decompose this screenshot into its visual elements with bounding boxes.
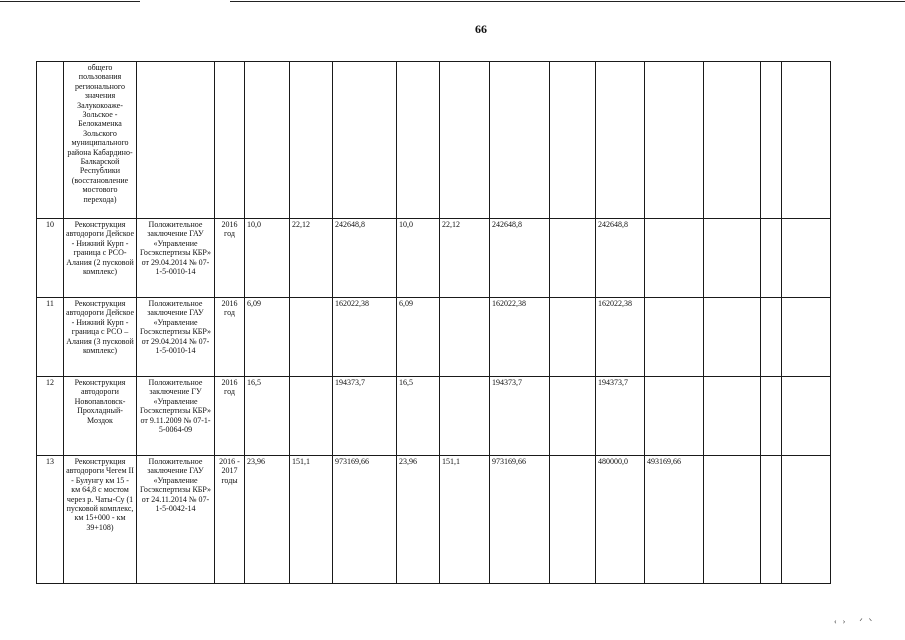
empty-col-15-cell	[761, 62, 782, 219]
amount-2016-cell: 480000,0	[596, 456, 645, 584]
length-cell	[245, 62, 290, 219]
expertise-cell: Положительное заключение ГАУ «Управление Госэкспертизы КБР» от 29.04.2014 № 07-1-5-0010-14	[137, 298, 215, 377]
table-row	[37, 219, 831, 298]
bridge-length-cell	[290, 298, 333, 377]
length-2-cell: 23,96	[397, 456, 440, 584]
year-cell: 2016 год	[215, 219, 245, 298]
cost-2-cell	[490, 62, 550, 219]
object-name-cell: Реконструкция автодороги Дейское - Нижний Курп - граница с РСО-Алания (2 пусковой комплекс)	[64, 219, 137, 298]
amount-2017-cell	[645, 219, 704, 298]
empty-col-16-cell	[782, 456, 831, 584]
row-number-cell: 10	[37, 219, 64, 298]
bridge-length-2-cell: 22,12	[440, 219, 490, 298]
amount-2016-cell: 194373,7	[596, 377, 645, 456]
table-row	[37, 456, 831, 584]
empty-col-15-cell	[761, 219, 782, 298]
expertise-cell: Положительное заключение ГАУ «Управление Госэкспертизы КБР» от 29.04.2014 № 07-1-5-0010-14	[137, 219, 215, 298]
year-cell: 2016 - 2017 годы	[215, 456, 245, 584]
empty-col-14-cell	[704, 377, 761, 456]
amount-2016-cell: 162022,38	[596, 298, 645, 377]
object-name-cell: Реконструкция автодороги Дейское - Нижний Курп - граница с РСО – Алания (3 пусковой комплекс)	[64, 298, 137, 377]
cost-total-cell: 162022,38	[333, 298, 397, 377]
bridge-length-2-cell	[440, 298, 490, 377]
cost-total-cell	[333, 62, 397, 219]
length-cell: 6,09	[245, 298, 290, 377]
amount-2017-cell: 493169,66	[645, 456, 704, 584]
bridge-length-cell: 151,1	[290, 456, 333, 584]
page-number: 66	[475, 22, 487, 36]
cost-2-cell: 973169,66	[490, 456, 550, 584]
cost-2-cell: 242648,8	[490, 219, 550, 298]
row-number-cell: 13	[37, 456, 64, 584]
empty-col-15-cell	[761, 456, 782, 584]
row-number-cell: 12	[37, 377, 64, 456]
bridge-length-cell: 22,12	[290, 219, 333, 298]
top-rule-left	[0, 1, 140, 2]
empty-col-14-cell	[704, 219, 761, 298]
empty-col-16-cell	[782, 377, 831, 456]
amount-2016-cell: 242648,8	[596, 219, 645, 298]
bridge-length-2-cell	[440, 62, 490, 219]
empty-col-15-cell	[761, 298, 782, 377]
bridge-length-cell	[290, 62, 333, 219]
expertise-cell: Положительное заключение ГУ «Управление Госэкспертизы КБР» от 9.11.2009 № 07-1-5-0064-09	[137, 377, 215, 456]
corner-marks: ‹› ᐟᐠ	[834, 617, 879, 626]
empty-col-15-cell	[761, 377, 782, 456]
length-2-cell	[397, 62, 440, 219]
empty-col-11-cell	[550, 62, 596, 219]
empty-col-14-cell	[704, 62, 761, 219]
empty-col-16-cell	[782, 219, 831, 298]
table-row	[37, 377, 831, 456]
cost-total-cell: 973169,66	[333, 456, 397, 584]
road-register-table	[36, 61, 831, 584]
row-number-cell: 11	[37, 298, 64, 377]
length-cell: 10,0	[245, 219, 290, 298]
bridge-length-cell	[290, 377, 333, 456]
year-cell: 2016 год	[215, 377, 245, 456]
amount-2016-cell	[596, 62, 645, 219]
cost-total-cell: 242648,8	[333, 219, 397, 298]
table-row	[37, 62, 831, 219]
cost-total-cell: 194373,7	[333, 377, 397, 456]
object-name-cell: общего пользования регионального значения Залукокоаже-Зольское - Белокаменка Зольского муниципального района Кабардино-Балкарской Республики (восстановление мостового перехода)	[64, 62, 137, 219]
table-body	[37, 62, 831, 584]
bridge-length-2-cell	[440, 377, 490, 456]
year-cell	[215, 62, 245, 219]
bridge-length-2-cell: 151,1	[440, 456, 490, 584]
empty-col-11-cell	[550, 219, 596, 298]
empty-col-11-cell	[550, 456, 596, 584]
object-name-cell: Реконструкция автодороги Новопавловск-Прохладный-Моздок	[64, 377, 137, 456]
amount-2017-cell	[645, 298, 704, 377]
empty-col-16-cell	[782, 62, 831, 219]
empty-col-11-cell	[550, 298, 596, 377]
empty-col-14-cell	[704, 456, 761, 584]
table-row	[37, 298, 831, 377]
empty-col-11-cell	[550, 377, 596, 456]
row-number-cell	[37, 62, 64, 219]
empty-col-16-cell	[782, 298, 831, 377]
expertise-cell: Положительное заключение ГАУ «Управление Госэкспертизы КБР» от 24.11.2014 № 07-1-5-0042-14	[137, 456, 215, 584]
amount-2017-cell	[645, 377, 704, 456]
length-2-cell: 10,0	[397, 219, 440, 298]
length-cell: 16,5	[245, 377, 290, 456]
amount-2017-cell	[645, 62, 704, 219]
expertise-cell	[137, 62, 215, 219]
length-2-cell: 16,5	[397, 377, 440, 456]
year-cell: 2016 год	[215, 298, 245, 377]
cost-2-cell: 194373,7	[490, 377, 550, 456]
object-name-cell: Реконструкция автодороги Чегем II - Булунгу км 15 - км 64,8 с мостом через р. Чаты-Су (1 пусковой комплекс, км 15+000 - км 39+108)	[64, 456, 137, 584]
empty-col-14-cell	[704, 298, 761, 377]
cost-2-cell: 162022,38	[490, 298, 550, 377]
length-2-cell: 6,09	[397, 298, 440, 377]
length-cell: 23,96	[245, 456, 290, 584]
top-rule-right	[230, 1, 905, 2]
